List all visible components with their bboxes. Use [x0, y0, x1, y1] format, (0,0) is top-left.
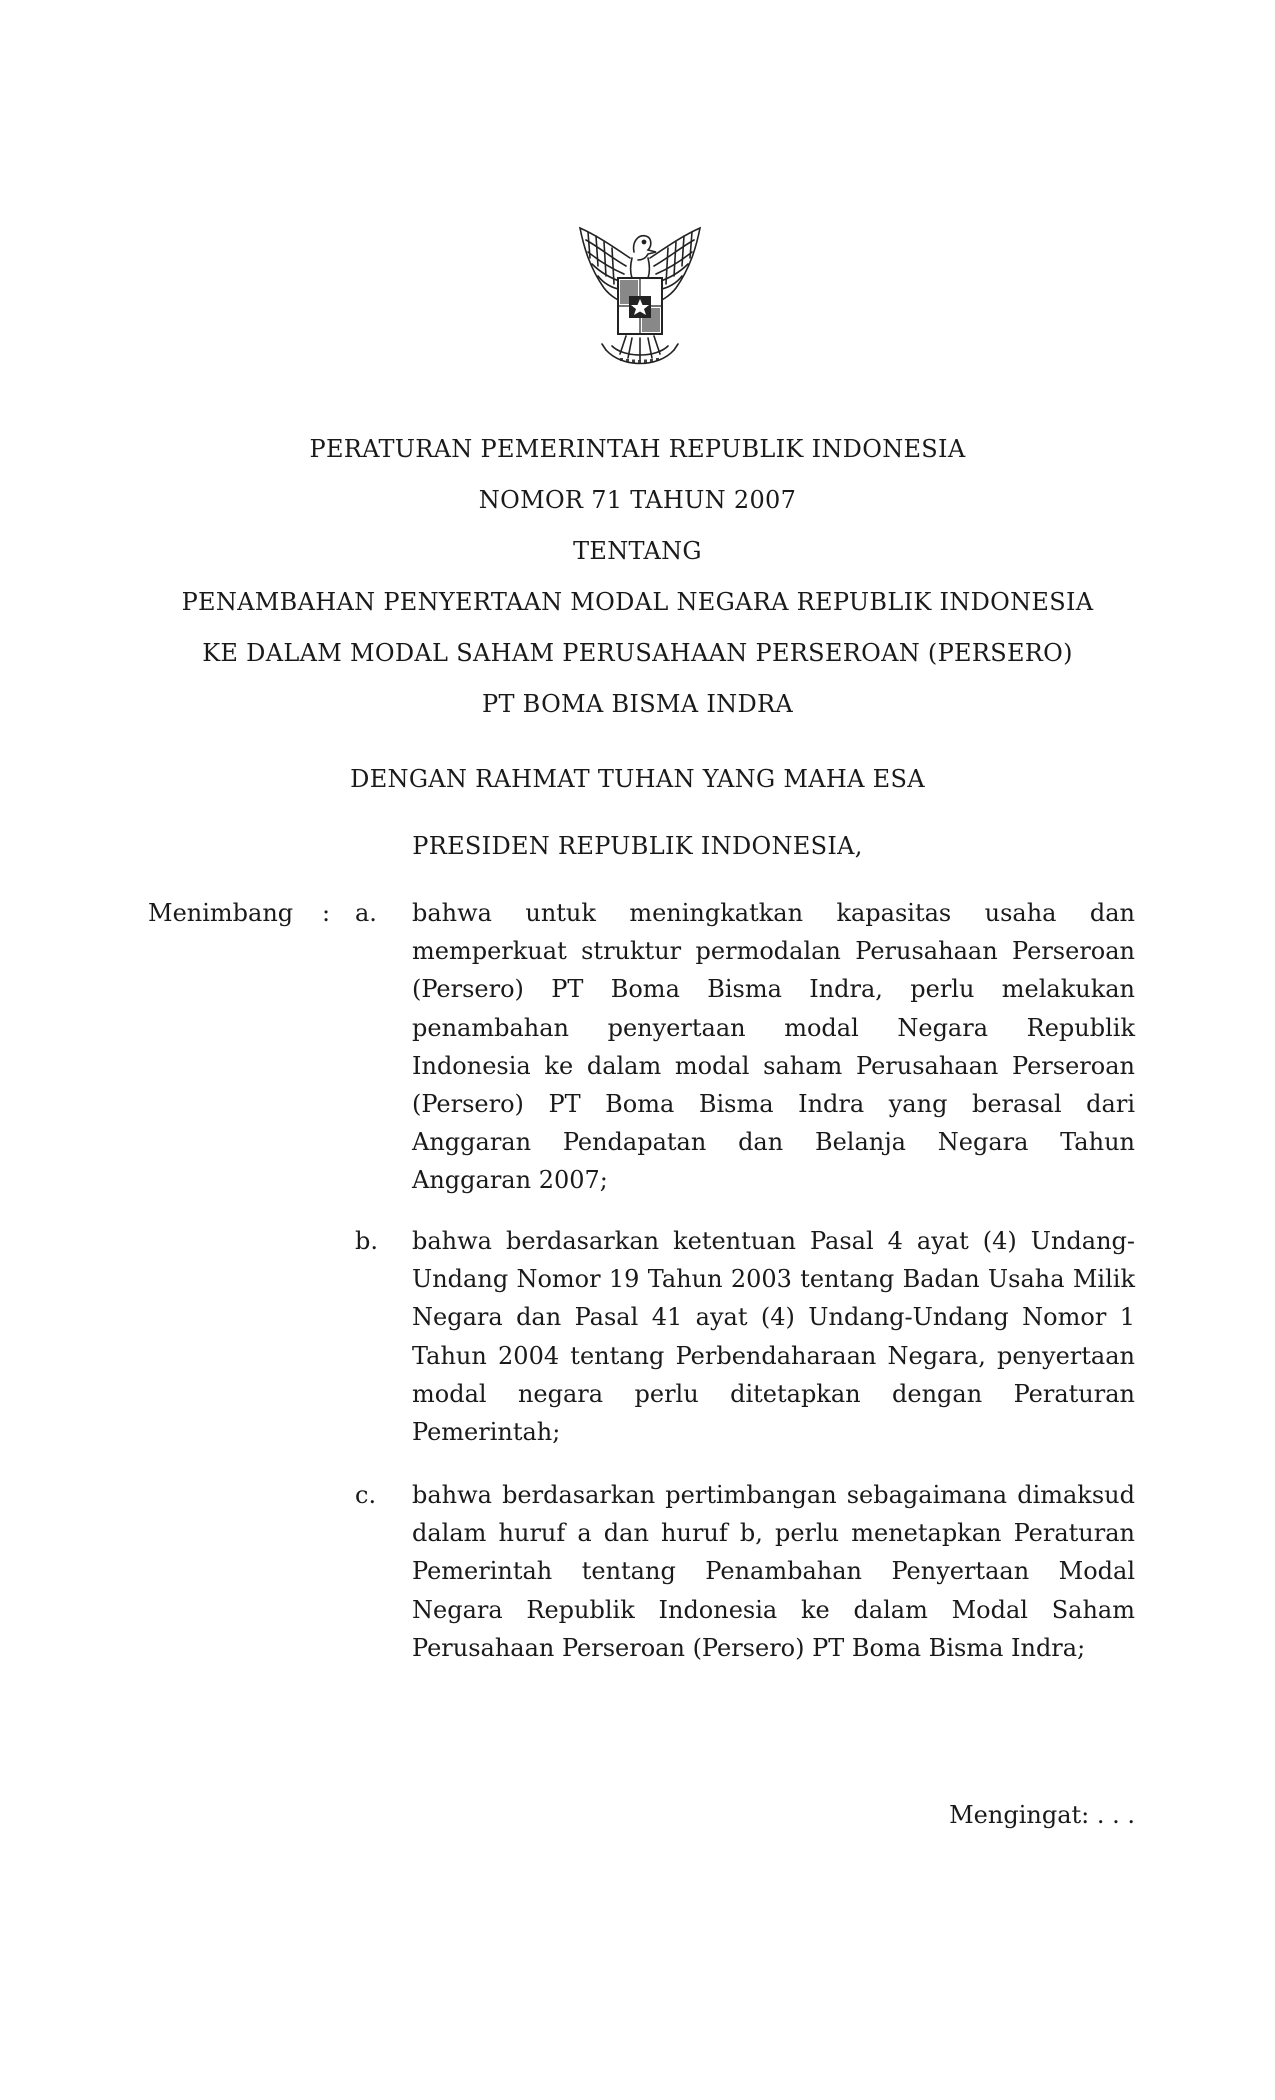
item-letter: a. [355, 899, 377, 927]
item-letter: b. [355, 1227, 378, 1255]
invocation: DENGAN RAHMAT TUHAN YANG MAHA ESA [350, 765, 925, 793]
item-text: bahwa berdasarkan pertimbangan sebagaimana dimaksud dalam huruf a dan huruf b, perlu menetapkan Peraturan Pemerintah tentang Penambahan Penyertaan Modal Negara Republik Indonesia ke dalam Modal Saham Perusahaan Perseroan (Persero) PT Boma Bisma Indra; [412, 1481, 1135, 1662]
president-heading: PRESIDEN REPUBLIK INDONESIA, [412, 832, 863, 860]
item-text: bahwa berdasarkan ketentuan Pasal 4 ayat (4) Undang-Undang Nomor 19 Tahun 2003 tentang Badan Usaha Milik Negara dan Pasal 41 ayat (4) Undang-Undang Nomor 1 Tahun 2004 tentang Perbendaharaan Negara, penyertaan modal negara perlu ditetapkan dengan Peraturan Pemerintah; [412, 1227, 1135, 1447]
garuda-emblem-icon [560, 218, 720, 378]
regulation-subject-line-3: PT BOMA BISMA INDRA [482, 690, 793, 718]
menimbang-label: Menimbang [148, 899, 294, 927]
continuation-marker: Mengingat: . . . [949, 1801, 1135, 1829]
regulation-subject-line-2: KE DALAM MODAL SAHAM PERUSAHAAN PERSEROAN (PERSERO) [202, 639, 1073, 667]
regulation-title: PERATURAN PEMERINTAH REPUBLIK INDONESIA [309, 435, 966, 463]
regulation-subject-line-1: PENAMBAHAN PENYERTAAN MODAL NEGARA REPUBLIK INDONESIA [181, 588, 1094, 616]
title-block [0, 424, 1275, 872]
regulation-about-label: TENTANG [573, 537, 702, 565]
item-letter: c. [355, 1481, 377, 1509]
regulation-number: NOMOR 71 TAHUN 2007 [478, 486, 797, 514]
menimbang-colon: : [322, 899, 331, 927]
item-text: bahwa untuk meningkatkan kapasitas usaha dan memperkuat struktur permodalan Perusahaan Perseroan (Persero) PT Boma Bisma Indra, perlu melakukan penambahan penyertaan modal Negara Republik Indonesia ke dalam modal saham Perusahaan Perseroan (Persero) PT Boma Bisma Indra yang berasal dari Anggaran Pendapatan dan Belanja Negara Tahun Anggaran 2007; [412, 899, 1135, 1195]
